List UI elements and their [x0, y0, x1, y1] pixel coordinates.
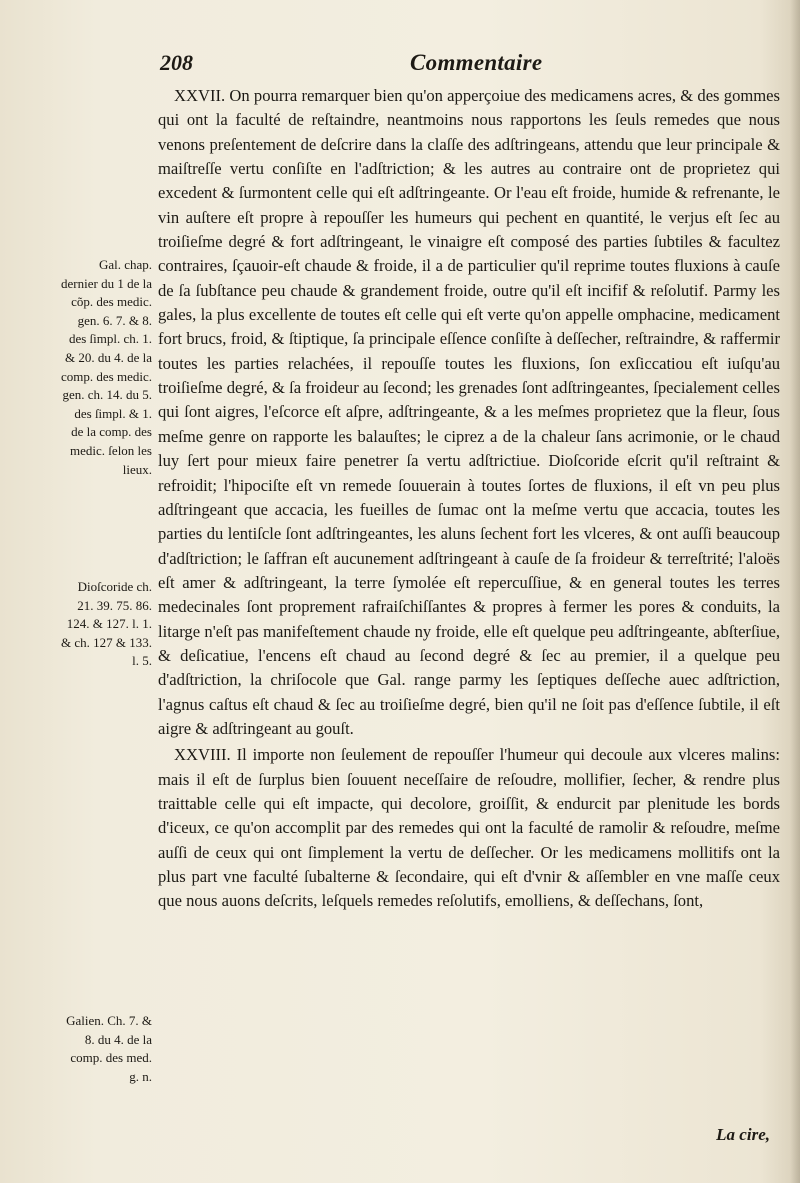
catchword: La cire, — [716, 1125, 770, 1144]
running-head: Commentaire — [410, 50, 543, 75]
page-header — [160, 50, 780, 84]
main-text — [158, 84, 780, 914]
margin-note-dioscoride: Dioſcoride ch. 21. 39. 75. 86. 124. & 127. l. 1. & ch. 127 & 133. l. 5. — [61, 579, 152, 669]
page-number: 208 — [160, 50, 193, 75]
paragraph-xxviii: XXVIII. Il importe non ſeulement de repouſſer l'humeur qui decoule aux vlceres malins: mais il eſt de ſurplus bien ſouuent neceſſaire de reſoudre, mollifier, ſecher, & rendre plus traittable celle qui eſt impacte, qui decolore, groiſſit, & endurcit par plenitude les bords d'iceux, ce qu'on accomplit par des remedes qui ont la faculté de ramolir & reſoudre, meſme auſſi de ceux qui ont ſimplement la vertu de deſſecher. Or les medicamens mollitifs ont la plus part vne faculté ſubalterne & ſecondaire, qui eſt d'vnir & aſſembler en vne maſſe ceux que nous auons deſcrits, leſquels remedes reſolutifs, emolliens, & deſſechans, ſont, — [158, 745, 780, 911]
margin-note-galen: Gal. chap. dernier du 1 de la cõp. des medic. gen. 6. 7. & 8. des ſimpl. ch. 1. & 20. du 4. de la comp. des medic. gen. ch. 14. du 5. des ſimpl. & 1. de la comp. des medic. ſelon les lieux. — [61, 257, 152, 477]
margin-note-galien: Galien. Ch. 7. & 8. du 4. de la comp. des med. g. n. — [66, 1013, 152, 1084]
paragraph-xxvii: XXVII. On pourra remarquer bien qu'on apperçoiue des medicamens acres, & des gommes qui ont la faculté de reſtaindre, neantmoins nous rapportons les ſeuls remedes que nous venons preſentement de deſcrire dans la claſſe des adſtringeans, attendu que leur principale & maiſtreſſe vertu conſiſte en l'adſtriction; & les autres au contraire ont de proprietez qui excedent & ſurmontent celle qui eſt adſtringeante. Or l'eau eſt froide, humide & refrenante, le vin auſtere eſt propre à repouſſer les humeurs qui pechent en quantité, le verjus eſt ſec au troiſieſme degré & fort adſtringeant, le vinaigre eſt composé des parties ſubtiles & facultez contraires, ſçauoir-eſt chaude & froide, il a de particulier qu'il reprime toutes fluxions à cauſe de ſa ſubſtance peu chaude & grandement froide, outre qu'il eſt incifif & reſolutif. Parmy les gales, la plus excellente de toutes eſt celle qui eſt verte qu'on appelle omphacine, medicament fort brucs, froid, & ſtiptique, ſa principale eſſence conſiſte à deſſecher, reſtraindre, & raffermir toutes les parties relachées, il repouſſe toutes les fluxions, ſon exſiccatiou eſt iuſqu'au troiſieſme degré, & ſa froideur au ſecond; les grenades ſont adſtringeantes, ſpecialement celles qui ſont aigres, l'eſcorce eſt aſpre, adſtringeante, & a les meſmes proprietez que la fleur, ſous meſme genre on rapporte les balauſtes; le ciprez a de la chaleur ſans acrimonie, or le chaud luy ſert pour mieux faire penetrer ſa vertu adſtrictiue. Dioſcoride eſcrit qu'il reſtraint & refroidit; l'hipociſte eſt vn remede ſouuerain à toutes ſortes de fluxions, il eſt vn peu plus adſtringeant que accacia, les fueilles de ſumac ont la meſme vertu que accacia, toutes les parties du lentiſcle ſont adſtringeantes, les aluns ſechent fort les vlceres, & ont auſſi beaucoup d'adſtriction; le ſaffran eſt aucunement adſtringeant à cauſe de ſa froideur & terreſtrité; l'aloës eſt amer & adſtringeant, la terre ſymolée eſt repercuſſiue, & en general toutes les terres medecinales ſont proprement rafraiſchiſſantes & propres à fermer les pores & conduits, la litarge n'eſt pas manifeſtement chaude ny froide, elle eſt quelque peu adſtringeante, abſterſiue, & deſicatiue, l'encens eſt chaud au ſecond degré & ſec au premier, il a quelque peu d'adſtriction, la chriſocole que Gal. range parmy les ſeptiques deſſeche auec adſtriction, l'agnus caſtus eſt chaud & ſec au troiſieſme degré, bien qu'il ne ſoit pas d'eſſence ſubtile, il eſt aigre & adſtringeant au gouſt. — [158, 86, 780, 738]
